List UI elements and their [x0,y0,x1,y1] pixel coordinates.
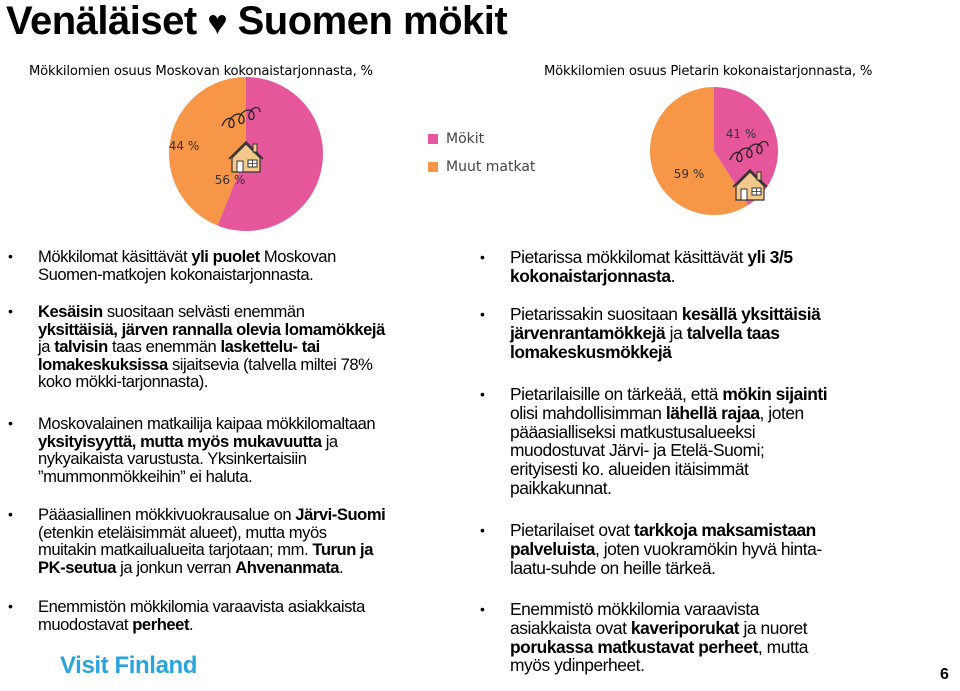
pie-data-label: 59 % [673,167,705,181]
text-segment: , joten vuokramökin hyvä hinta- [594,538,822,559]
text-segment: Pietarilaisille on tärkeää, että [510,384,723,404]
text-segment: suositaan selvästi enemmän [102,302,305,321]
bullet-line [38,373,385,391]
bullet-line [38,559,385,577]
text-segment: , joten [759,402,804,423]
text-segment: Enemmistön mökkilomia varaavista asiakkaista [38,597,365,616]
text-segment: perheet [132,614,190,634]
text-segment: taas enemmän [107,337,221,357]
bullet-line [38,468,375,486]
text-segment: talvisin [54,337,108,357]
text-segment: laatu-suhde on heille tärkeä. [510,557,716,578]
text-segment: Moskovan [259,247,336,266]
bullet-dot-icon: • [480,306,485,322]
text-segment: . [189,614,194,634]
text-segment: muodostavat [38,614,133,634]
text-segment: ja [665,322,687,343]
legend-item-other-trips [428,156,535,178]
text-segment: Moskovalainen matkailija kaipaa mökkilomaltaan [38,414,376,433]
bullet-text [510,305,820,361]
bullet-dot-icon: • [8,598,13,614]
bullet-line [510,479,827,498]
text-segment: nykyaikaista varustusta. Yksinkertaisiin [38,449,307,469]
text-segment: myös ydinperheet. [510,655,645,676]
title-part: Suomen mökit [237,0,508,43]
chart-legend [428,128,535,184]
text-segment: yksityisyyttä, mutta myös mukavuutta [38,431,322,451]
bullet-line [510,423,827,442]
bullet-dot-icon: • [480,522,485,538]
text-segment: talvella taas [686,322,780,343]
moscow-chart-title: Mökkilomien osuus Moskovan kokonaistarjonnasta, % [29,64,373,79]
text-segment: yli 3/5 [747,247,793,267]
text-segment: pääasialliseksi matkustusalueeksi [510,421,756,442]
bullet-line [510,638,808,657]
bullet-line [38,415,375,433]
text-segment: ”mummonmökkeihin” ei haluta. [38,466,253,486]
bullet-text [38,598,365,633]
bullet-line [510,404,827,423]
bullet-text [510,600,808,675]
text-segment: Pääasiallinen mökkivuokrausalue on [38,505,296,524]
bullet-line [38,303,385,321]
text-segment: . [339,557,344,577]
bullet-line [38,266,336,284]
text-segment: kokonaistarjonnasta [510,265,671,286]
text-segment: järvenrantamökkejä [510,322,666,343]
text-segment: lomakeskusmökkejä [510,341,672,362]
text-segment: Turun ja [312,540,373,560]
bullet-line [38,248,336,266]
text-segment: Järvi-Suomi [295,505,386,524]
pie-data-label: 56 % [214,173,246,187]
bullet-line [38,598,365,616]
bullet-line [510,267,793,286]
text-segment: Pietarilaiset ovat [510,520,634,540]
pie-data-label: 44 % [168,139,200,153]
bullet-text [38,506,385,576]
bullet-line [38,356,385,374]
bullet-text [510,521,822,577]
text-segment: ja jonkun verran [116,557,236,577]
bullet-dot-icon: • [8,506,13,522]
bullet-line [510,343,820,362]
bullet-line [510,460,827,479]
text-segment: asiakkaista ovat [510,617,631,638]
text-segment: koko mökki-tarjonnasta). [38,372,208,392]
pie-data-label: 41 % [725,127,757,141]
text-segment: Suomen-matkojen kokonaistarjonnasta. [38,264,314,284]
bullet-line [38,321,385,339]
text-segment: Enemmistö mökkilomia varaavista [510,599,759,619]
bullet-text [38,248,336,283]
bullet-line [510,324,820,343]
bullet-line [510,559,822,578]
text-segment: porukassa matkustavat perheet [510,636,758,657]
bullet-text [38,303,385,391]
page-number: 6 [940,666,949,683]
bullet-line [38,433,375,451]
text-segment: lähellä rajaa [665,402,760,423]
bullet-line [510,385,827,404]
bullet-dot-icon: • [8,415,13,431]
bullet-line [510,600,808,619]
bullet-line [38,450,375,468]
bullet-line [510,656,808,675]
bullet-line [38,338,385,356]
bullet-line [510,441,827,460]
legend-swatch [428,134,438,144]
text-segment: tarkkoja maksamistaan [633,520,816,540]
text-segment: Mökkilomat käsittävät [38,247,192,266]
legend-label: Mökit [446,131,485,147]
visit-finland-logo: Visit Finland [60,652,198,679]
bullet-line [38,524,385,542]
text-segment: . [670,265,675,286]
text-segment: PK-seutua [38,557,117,577]
bullet-line [38,541,385,559]
text-segment: mökin sijainti [722,384,828,404]
bullet-text [510,248,793,286]
bullet-line [510,521,822,540]
text-segment: ja [321,431,338,451]
text-segment: ja nuoret [739,617,808,638]
text-segment: muodostuvat Järvi- ja Etelä-Suomi; [510,440,765,461]
bullet-dot-icon: • [480,601,485,617]
bullet-text [510,385,827,498]
text-segment: ja [38,337,55,357]
text-segment: yli puolet [191,247,260,266]
text-segment: Pietarissa mökkilomat käsittävät [510,247,748,267]
bullet-text [38,415,375,485]
bullet-dot-icon: • [8,248,13,264]
text-segment: sijaitsevia (talvella miltei 78% [167,354,373,374]
text-segment: Ahvenanmata [235,557,340,577]
text-segment: lomakeskuksissa [38,354,168,374]
bullet-dot-icon: • [480,386,485,402]
bullet-line [510,619,808,638]
text-segment: muitakin matkailualueita tarjotaan; mm. [38,540,313,560]
bullet-line [510,305,820,324]
bullet-line [38,506,385,524]
text-segment: palveluista [510,538,595,559]
legend-swatch [428,162,438,172]
legend-label: Muut matkat [446,159,536,175]
heart-icon: ♥ [207,4,227,42]
petersburg-chart-title: Mökkilomien osuus Pietarin kokonaistarjonnasta, % [544,64,873,79]
bullet-dot-icon: • [8,303,13,319]
text-segment: yksittäisiä, järven rannalla olevia lomamökkejä [38,319,385,339]
text-segment: Pietarissakin suositaan [510,304,682,324]
text-segment: (etenkin eteläisimmät alueet), mutta myös [38,522,327,542]
text-segment: olisi mahdollisimman [510,402,666,423]
legend-item-cottages [428,128,535,150]
text-segment: kaveriporukat [630,617,740,638]
bullet-line [38,616,365,634]
text-segment: erityisesti ko. alueiden itäisimmät [510,459,749,480]
bullet-dot-icon: • [480,249,485,265]
text-segment: paikkakunnat. [510,477,612,498]
text-segment: , mutta [757,636,808,657]
text-segment: laskettelu- tai [220,337,320,357]
bullet-line [510,248,793,267]
text-segment: kesällä yksittäisiä [681,304,821,324]
title-part: Venäläiset [6,0,197,43]
bullet-line [510,540,822,559]
text-segment: Kesäisin [38,302,103,321]
